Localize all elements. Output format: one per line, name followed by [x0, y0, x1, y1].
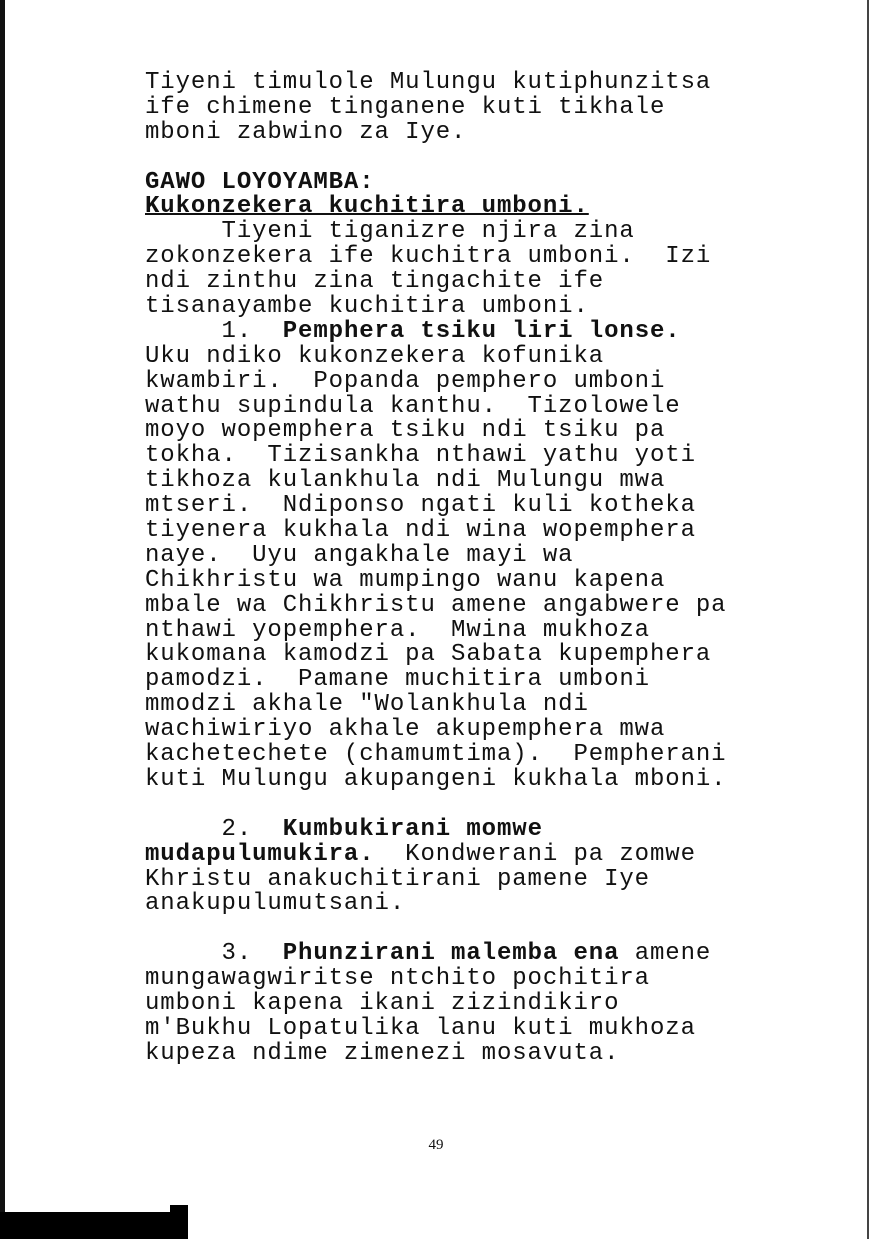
- text-line: [145, 967, 727, 992]
- text-segment: anakupulumutsani.: [145, 890, 406, 918]
- text-line: [145, 444, 727, 469]
- text-segment: zokonzekera ife kuchitra umboni. Izi: [145, 243, 712, 271]
- bold-text: Phunzirani malemba ena: [282, 940, 620, 968]
- text-line: [145, 220, 727, 245]
- text-line: [145, 270, 727, 295]
- text-line: [145, 566, 727, 594]
- bold-text: Pemphera tsiku liri lonse.: [282, 317, 681, 345]
- text-line: [145, 942, 727, 967]
- text-line: [145, 71, 727, 96]
- text-segment: ife chimene tinganene kuti tikhale: [145, 93, 666, 121]
- text-segment: mmodzi akhale "Wolankhula ndi: [145, 691, 589, 719]
- text-segment: tikhoza kulankhula ndi Mulungu mwa: [145, 467, 666, 495]
- text-line: [145, 494, 727, 519]
- text-line: [145, 392, 727, 420]
- text-line: [145, 865, 727, 893]
- text-line: [145, 519, 727, 544]
- text-line: [145, 245, 727, 270]
- text-line: [145, 419, 727, 444]
- text-segment: Tiyeni timulole Mulungu kutiphunzitsa: [145, 69, 712, 96]
- text-segment: Kondwerani pa zomwe: [374, 840, 696, 868]
- blank-line: [145, 146, 727, 171]
- text-segment: kukomana kamodzi pa Sabata kupemphera: [145, 641, 712, 669]
- text-segment: mtseri. Ndiponso ngati kuli kotheka: [145, 492, 696, 520]
- text-segment: mungawagwiritse ntchito pochitira: [145, 965, 650, 993]
- text-segment: kuti Mulungu akupangeni kukhala mboni.: [145, 765, 727, 793]
- text-segment: 2.: [145, 815, 283, 843]
- body-text: [145, 71, 727, 1067]
- text-line: [145, 1039, 727, 1067]
- text-segment: tiyenera kukhala ndi wina wopemphera: [145, 517, 696, 545]
- section-heading: Kukonzekera kuchitira umboni.: [145, 193, 589, 221]
- text-segment: 3.: [145, 940, 283, 968]
- text-line: [145, 295, 727, 320]
- text-line: [145, 317, 727, 345]
- text-line: [145, 1014, 727, 1042]
- text-segment: Khristu anakuchitirani pamene Iye: [145, 865, 650, 893]
- text-line: [145, 541, 727, 569]
- text-segment: m'Bukhu Lopatulika lanu kuti mukhoza: [145, 1014, 696, 1042]
- text-segment: mboni zabwino za Iye.: [145, 118, 467, 146]
- text-segment: tokha. Tizisankha nthawi yathu yoti: [145, 442, 696, 470]
- text-line: [145, 815, 727, 843]
- text-line: [145, 469, 727, 494]
- text-line: [145, 616, 727, 644]
- bold-text: GAWO LOYOYAMBA:: [145, 168, 375, 196]
- text-line: [145, 765, 727, 793]
- text-line: [145, 989, 727, 1017]
- bold-text: Kumbukirani momwe: [282, 815, 543, 843]
- text-segment: naye. Uyu angakhale mayi wa: [145, 541, 574, 569]
- page-number: 49: [428, 1137, 444, 1153]
- bold-text: mudapulumukira.: [145, 840, 375, 868]
- text-segment: tisanayambe kuchitira umboni.: [145, 293, 589, 321]
- scan-artifact: [170, 1205, 188, 1239]
- text-line: [145, 668, 727, 693]
- text-line: [145, 643, 727, 668]
- text-line: [145, 195, 727, 220]
- text-line: [145, 892, 727, 917]
- text-segment: mbale wa Chikhristu amene angabwere pa: [145, 591, 727, 619]
- text-segment: pamodzi. Pamane muchitira umboni: [145, 666, 650, 694]
- text-segment: kachetechete (chamumtima). Pempherani: [145, 741, 727, 769]
- text-segment: moyo wopemphera tsiku ndi tsiku pa: [145, 417, 666, 445]
- text-segment: wachiwiriyo akhale akupemphera mwa: [145, 716, 666, 744]
- text-segment: wathu supindula kanthu. Tizolowele: [145, 392, 681, 420]
- text-line: [145, 118, 727, 146]
- text-line: [145, 840, 727, 868]
- text-segment: Uku ndiko kukonzekera kofunika: [145, 342, 605, 370]
- scan-left-edge: [0, 0, 5, 1239]
- text-line: [145, 367, 727, 395]
- text-line: [145, 693, 727, 718]
- text-segment: kupeza ndime zimenezi mosavuta.: [145, 1039, 620, 1067]
- text-segment: Chikhristu wa mumpingo wanu kapena: [145, 566, 666, 594]
- text-line: [145, 718, 727, 743]
- text-line: [145, 93, 727, 121]
- text-segment: kwambiri. Popanda pemphero umboni: [145, 367, 666, 395]
- scan-right-edge: [867, 0, 869, 1239]
- text-line: [145, 591, 727, 619]
- text-line: [145, 342, 727, 370]
- scan-artifact: [0, 1212, 185, 1239]
- blank-line: [145, 917, 727, 942]
- text-segment: 1.: [145, 317, 283, 345]
- text-segment: ndi zinthu zina tingachite ife: [145, 268, 605, 296]
- text-line: [145, 743, 727, 768]
- text-segment: Tiyeni tiganizre njira zina: [145, 218, 635, 246]
- text-line: [145, 168, 727, 196]
- blank-line: [145, 793, 727, 818]
- text-segment: nthawi yopemphera. Mwina mukhoza: [145, 616, 650, 644]
- text-segment: umboni kapena ikani zizindikiro: [145, 989, 620, 1017]
- text-segment: amene: [619, 940, 712, 968]
